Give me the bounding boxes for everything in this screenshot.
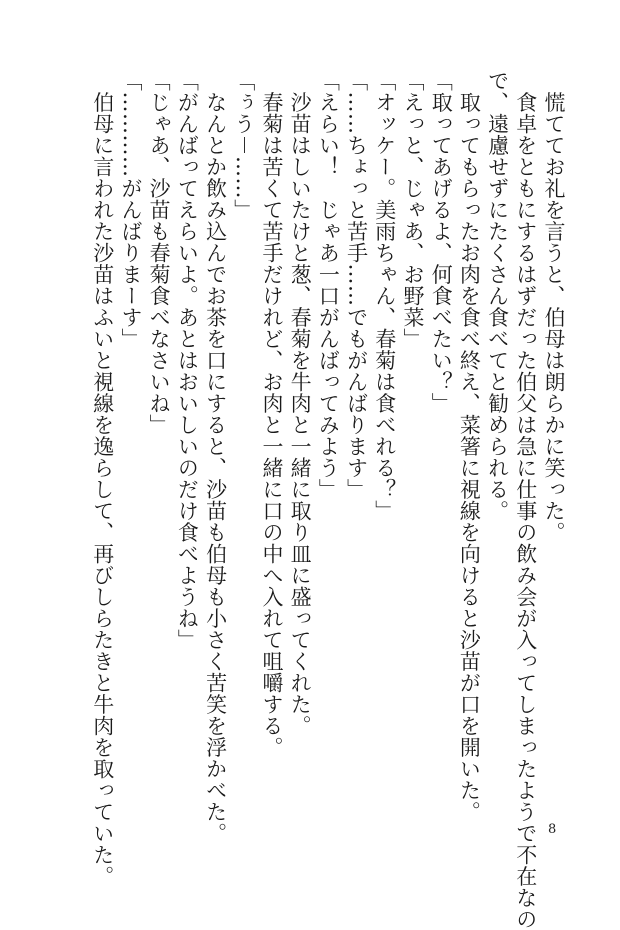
text-line: 「オッケー。美雨ちゃん、春菊は食べれる？」 <box>372 70 397 522</box>
vertical-text-body <box>89 70 568 930</box>
text-line: 伯母に言われた沙苗はふいと視線を逸らして、再びしらたきと牛肉を取っていた。 <box>90 70 115 887</box>
text-line: 沙苗はしいたけと葱、春菊を牛肉と一緒に取り皿に盛ってくれた。 <box>288 70 313 737</box>
text-line: で、遠慮せずにたくさん食べてと勧められる。 <box>485 70 510 522</box>
text-line: 「じゃあ、沙苗も春菊食べなさいね」 <box>147 70 172 436</box>
text-line: なんとか飲み込んでお茶を口にすると、沙苗も伯母も小さく苦笑を浮かべた。 <box>203 70 228 844</box>
text-line: 「……ちょっと苦手……でもがんばります」 <box>344 70 369 500</box>
text-line: 「ぅう－……」 <box>231 70 256 221</box>
text-line: 「がんばってえらいよ。あとはおいしいのだけ食べようね」 <box>175 70 200 651</box>
text-line: 「えらい！ じゃあ一口がんばってみよう」 <box>316 70 341 500</box>
text-line: 春菊は苦くて苦手だけれど、お肉と一緒に口の中へ入れて咀嚼する。 <box>259 70 284 758</box>
text-line: 「取ってあげるよ、何食べたい？」 <box>429 70 454 414</box>
text-line: 取ってもらったお肉を食べ終え、菜箸に視線を向けると沙苗が口を開いた。 <box>457 70 482 823</box>
text-line: 「…………がんばりまーす」 <box>118 70 143 350</box>
page-number: 8 <box>548 822 557 837</box>
text-line: 慌ててお礼を言うと、伯母は朗らかに笑った。 <box>542 70 566 543</box>
text-line: 「えっと、じゃあ、お野菜」 <box>400 70 425 350</box>
text-line: 食卓をともにするはずだった伯父は急に仕事の飲み会が入ってしまったようで不在なの <box>513 70 538 930</box>
